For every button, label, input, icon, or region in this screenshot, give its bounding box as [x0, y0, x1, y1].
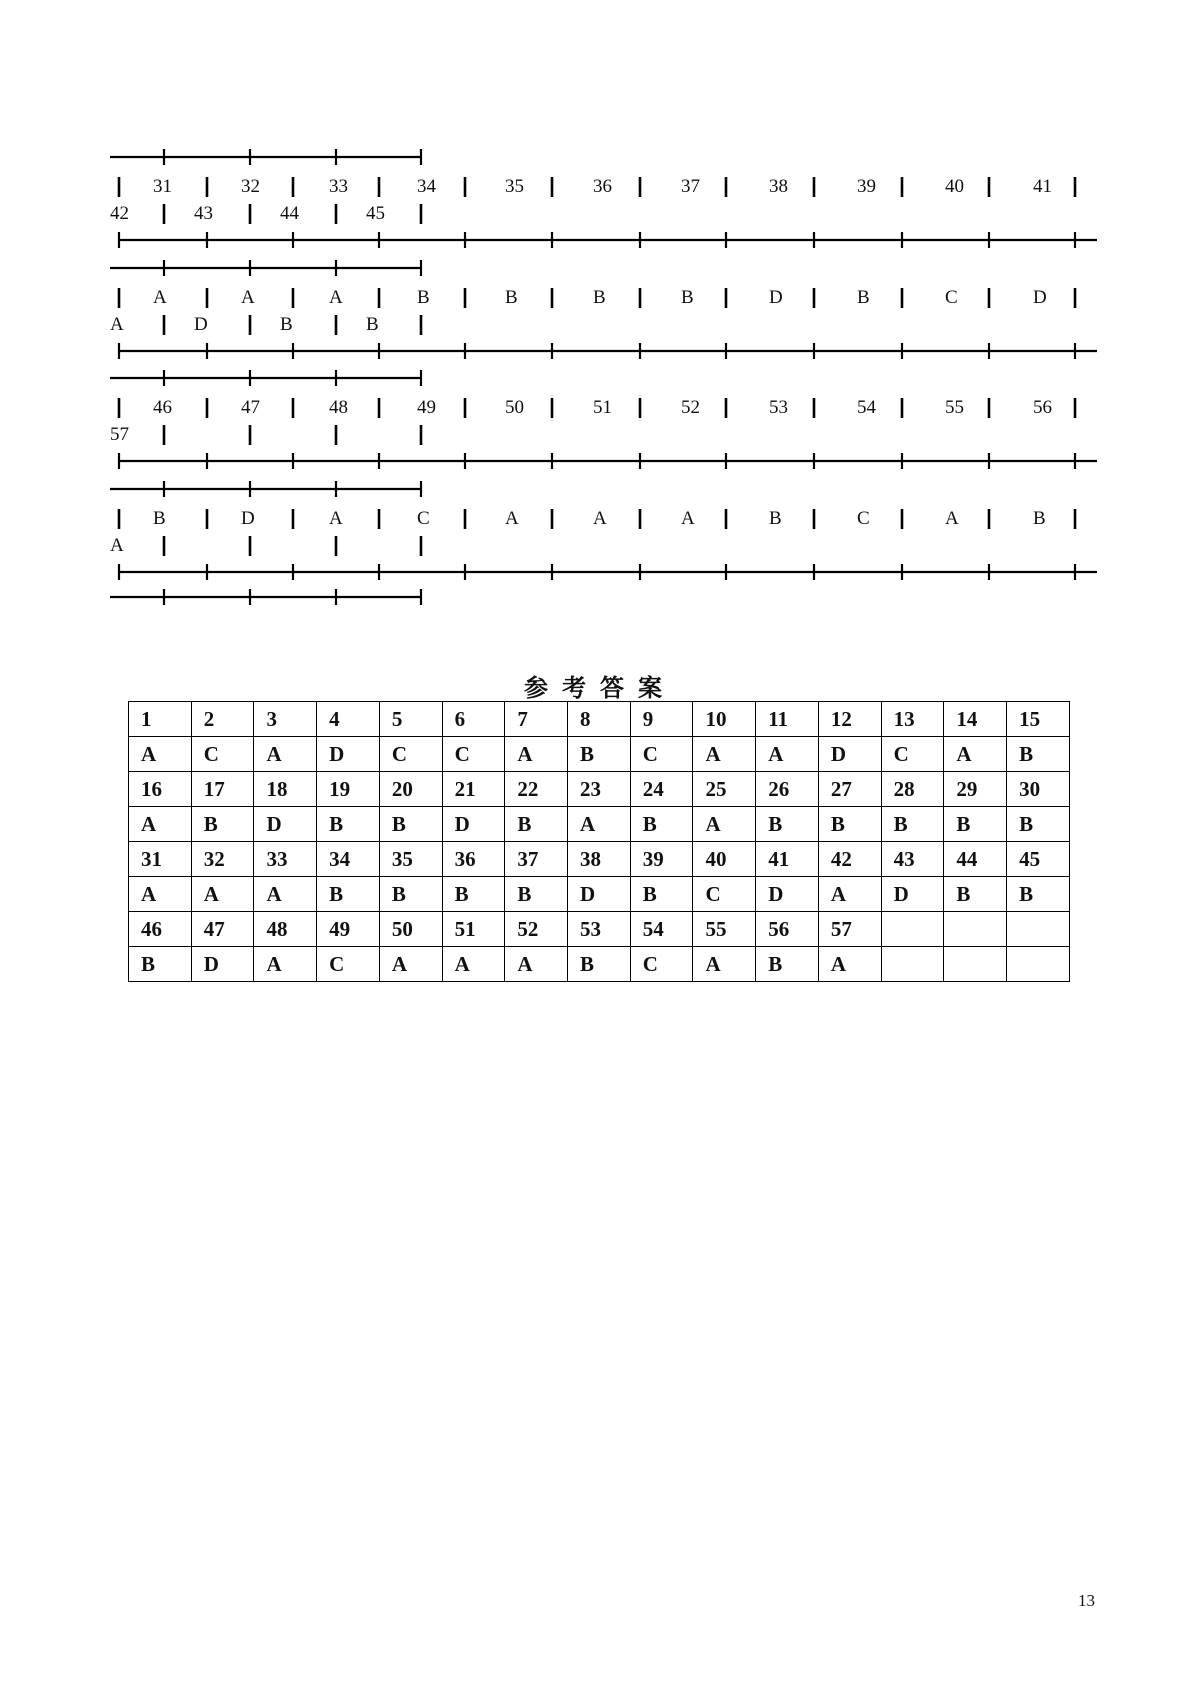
answer-key-row — [129, 912, 1070, 947]
question-number: 39 — [857, 176, 876, 197]
question-number-cell: 23 — [568, 772, 631, 807]
answer-cell: A — [254, 737, 317, 772]
question-number: 42 — [110, 203, 129, 224]
answer-key-row — [129, 877, 1070, 912]
question-number-cell: 27 — [818, 772, 881, 807]
question-number-cell: 8 — [568, 702, 631, 737]
answer-letter: D — [769, 287, 783, 308]
question-number-cell: 37 — [505, 842, 568, 877]
answer-cell: A — [191, 877, 254, 912]
question-number: 34 — [417, 176, 436, 197]
question-number-cell: 29 — [944, 772, 1007, 807]
question-number: 37 — [681, 176, 700, 197]
answer-letter: D — [1033, 287, 1047, 308]
answer-key-row — [129, 772, 1070, 807]
question-number-cell: 31 — [129, 842, 192, 877]
question-number-cell: 9 — [630, 702, 693, 737]
answer-cell: D — [756, 877, 819, 912]
answer-letter: B — [417, 287, 430, 308]
answer-cell: D — [442, 807, 505, 842]
question-number-cell: 48 — [254, 912, 317, 947]
question-number: 54 — [857, 397, 876, 418]
answer-cell: A — [756, 737, 819, 772]
answer-cell — [881, 947, 944, 982]
question-number-cell: 1 — [129, 702, 192, 737]
question-number: 55 — [945, 397, 964, 418]
answer-key-row — [129, 842, 1070, 877]
question-number-cell: 41 — [756, 842, 819, 877]
answer-cell: A — [254, 877, 317, 912]
question-number-cell: 51 — [442, 912, 505, 947]
question-number-cell: 17 — [191, 772, 254, 807]
question-number-cell: 25 — [693, 772, 756, 807]
answer-cell: C — [630, 737, 693, 772]
answer-cell: A — [818, 947, 881, 982]
answer-cell: D — [818, 737, 881, 772]
answer-letter: D — [194, 314, 208, 335]
answer-letter: A — [110, 535, 124, 556]
answer-cell: D — [254, 807, 317, 842]
answer-cell: A — [129, 877, 192, 912]
answer-cell: C — [693, 877, 756, 912]
question-number-cell: 38 — [568, 842, 631, 877]
question-number-cell: 16 — [129, 772, 192, 807]
question-number: 31 — [153, 176, 172, 197]
answer-key-table — [128, 701, 1070, 982]
question-number-cell: 52 — [505, 912, 568, 947]
answer-letter: C — [945, 287, 958, 308]
answer-letter: A — [329, 287, 343, 308]
answer-cell: B — [317, 807, 380, 842]
question-number-cell: 33 — [254, 842, 317, 877]
answer-letter: B — [857, 287, 870, 308]
answer-key-row — [129, 807, 1070, 842]
answer-letter: A — [505, 508, 519, 529]
answer-letter: A — [329, 508, 343, 529]
question-number-cell: 12 — [818, 702, 881, 737]
answer-letter: A — [110, 314, 124, 335]
answer-cell: A — [693, 947, 756, 982]
question-number: 52 — [681, 397, 700, 418]
answer-cell: D — [317, 737, 380, 772]
answer-cell: B — [1007, 737, 1070, 772]
answer-cell: B — [881, 807, 944, 842]
question-number: 41 — [1033, 176, 1052, 197]
question-number-cell: 55 — [693, 912, 756, 947]
answer-cell: C — [630, 947, 693, 982]
question-number-cell — [944, 912, 1007, 947]
question-number-cell: 10 — [693, 702, 756, 737]
question-number-cell: 30 — [1007, 772, 1070, 807]
question-number-cell — [1007, 912, 1070, 947]
question-number-cell: 34 — [317, 842, 380, 877]
answer-cell: A — [568, 807, 631, 842]
question-number-cell: 39 — [630, 842, 693, 877]
question-number: 38 — [769, 176, 788, 197]
answer-cell: B — [379, 877, 442, 912]
answer-letter: A — [681, 508, 695, 529]
question-number: 47 — [241, 397, 260, 418]
answer-letter: B — [366, 314, 379, 335]
question-number: 46 — [153, 397, 172, 418]
question-number-cell: 42 — [818, 842, 881, 877]
answer-letter: B — [593, 287, 606, 308]
question-number-cell: 2 — [191, 702, 254, 737]
question-number-cell: 36 — [442, 842, 505, 877]
question-number: 51 — [593, 397, 612, 418]
question-number-cell: 35 — [379, 842, 442, 877]
question-number-cell: 24 — [630, 772, 693, 807]
question-number-cell: 15 — [1007, 702, 1070, 737]
answer-letter: A — [945, 508, 959, 529]
question-number-cell: 22 — [505, 772, 568, 807]
answer-cell: A — [129, 807, 192, 842]
question-number-cell: 49 — [317, 912, 380, 947]
question-number: 35 — [505, 176, 524, 197]
question-number-cell: 43 — [881, 842, 944, 877]
question-number-cell: 19 — [317, 772, 380, 807]
answer-letter: A — [593, 508, 607, 529]
answer-letter: B — [280, 314, 293, 335]
answer-cell — [944, 947, 1007, 982]
answer-cell: B — [191, 807, 254, 842]
question-number-cell: 5 — [379, 702, 442, 737]
question-number: 43 — [194, 203, 213, 224]
question-number-cell: 57 — [818, 912, 881, 947]
answer-cell: B — [505, 877, 568, 912]
answer-cell: B — [1007, 877, 1070, 912]
question-number-cell: 14 — [944, 702, 1007, 737]
question-number: 44 — [280, 203, 299, 224]
question-number-cell: 28 — [881, 772, 944, 807]
question-number-cell: 50 — [379, 912, 442, 947]
answer-cell: B — [317, 877, 380, 912]
answer-cell: B — [505, 807, 568, 842]
question-number-cell: 18 — [254, 772, 317, 807]
question-number: 40 — [945, 176, 964, 197]
answer-cell: B — [568, 947, 631, 982]
answer-key-row — [129, 702, 1070, 737]
question-number-cell: 26 — [756, 772, 819, 807]
broken-text-grid — [0, 0, 1200, 640]
answer-letter: D — [241, 508, 255, 529]
answer-cell: A — [944, 737, 1007, 772]
answer-letter: A — [153, 287, 167, 308]
question-number-cell: 47 — [191, 912, 254, 947]
question-number: 50 — [505, 397, 524, 418]
question-number-cell: 54 — [630, 912, 693, 947]
answer-letter: A — [241, 287, 255, 308]
answer-letter: B — [505, 287, 518, 308]
answer-cell: D — [568, 877, 631, 912]
question-number-cell: 44 — [944, 842, 1007, 877]
question-number: 36 — [593, 176, 612, 197]
answer-cell: B — [630, 807, 693, 842]
answer-letter: B — [153, 508, 166, 529]
answer-cell: C — [191, 737, 254, 772]
answer-cell: B — [1007, 807, 1070, 842]
question-number: 33 — [329, 176, 348, 197]
answer-cell: D — [191, 947, 254, 982]
question-number-cell: 6 — [442, 702, 505, 737]
question-number-cell: 32 — [191, 842, 254, 877]
answer-cell: B — [568, 737, 631, 772]
answer-cell: B — [756, 947, 819, 982]
question-number-cell: 21 — [442, 772, 505, 807]
answer-letter: B — [681, 287, 694, 308]
answer-letter: C — [857, 508, 870, 529]
answer-cell: A — [379, 947, 442, 982]
question-number-cell: 45 — [1007, 842, 1070, 877]
answer-key-row — [129, 947, 1070, 982]
question-number-cell: 4 — [317, 702, 380, 737]
answer-cell: A — [129, 737, 192, 772]
question-number-cell — [881, 912, 944, 947]
question-number: 49 — [417, 397, 436, 418]
question-number: 45 — [366, 203, 385, 224]
answer-cell: A — [693, 807, 756, 842]
answer-cell: B — [756, 807, 819, 842]
question-number-cell: 7 — [505, 702, 568, 737]
question-number: 32 — [241, 176, 260, 197]
answer-cell: C — [317, 947, 380, 982]
answer-cell: B — [379, 807, 442, 842]
answer-cell: A — [693, 737, 756, 772]
answer-cell: B — [818, 807, 881, 842]
answer-cell: C — [442, 737, 505, 772]
answer-cell: A — [505, 947, 568, 982]
question-number-cell: 20 — [379, 772, 442, 807]
answer-letter: C — [417, 508, 430, 529]
question-number-cell: 56 — [756, 912, 819, 947]
answer-cell: D — [881, 877, 944, 912]
answer-cell: C — [881, 737, 944, 772]
question-number: 53 — [769, 397, 788, 418]
answer-cell: A — [818, 877, 881, 912]
question-number-cell: 13 — [881, 702, 944, 737]
answer-cell — [1007, 947, 1070, 982]
page-number: 13 — [1078, 1591, 1095, 1610]
question-number-cell: 53 — [568, 912, 631, 947]
question-number: 56 — [1033, 397, 1052, 418]
question-number: 57 — [110, 424, 129, 445]
answer-key-title: 参考答案 — [524, 674, 676, 702]
question-number-cell: 3 — [254, 702, 317, 737]
question-number-cell: 46 — [129, 912, 192, 947]
answer-cell: A — [505, 737, 568, 772]
answer-cell: B — [944, 807, 1007, 842]
question-number: 48 — [329, 397, 348, 418]
answer-cell: C — [379, 737, 442, 772]
answer-cell: B — [944, 877, 1007, 912]
answer-cell: A — [254, 947, 317, 982]
answer-key-row — [129, 737, 1070, 772]
answer-cell: B — [129, 947, 192, 982]
question-number-cell: 11 — [756, 702, 819, 737]
answer-cell: B — [630, 877, 693, 912]
answer-cell: A — [442, 947, 505, 982]
question-number-cell: 40 — [693, 842, 756, 877]
answer-letter: B — [1033, 508, 1046, 529]
answer-letter: B — [769, 508, 782, 529]
answer-cell: B — [442, 877, 505, 912]
